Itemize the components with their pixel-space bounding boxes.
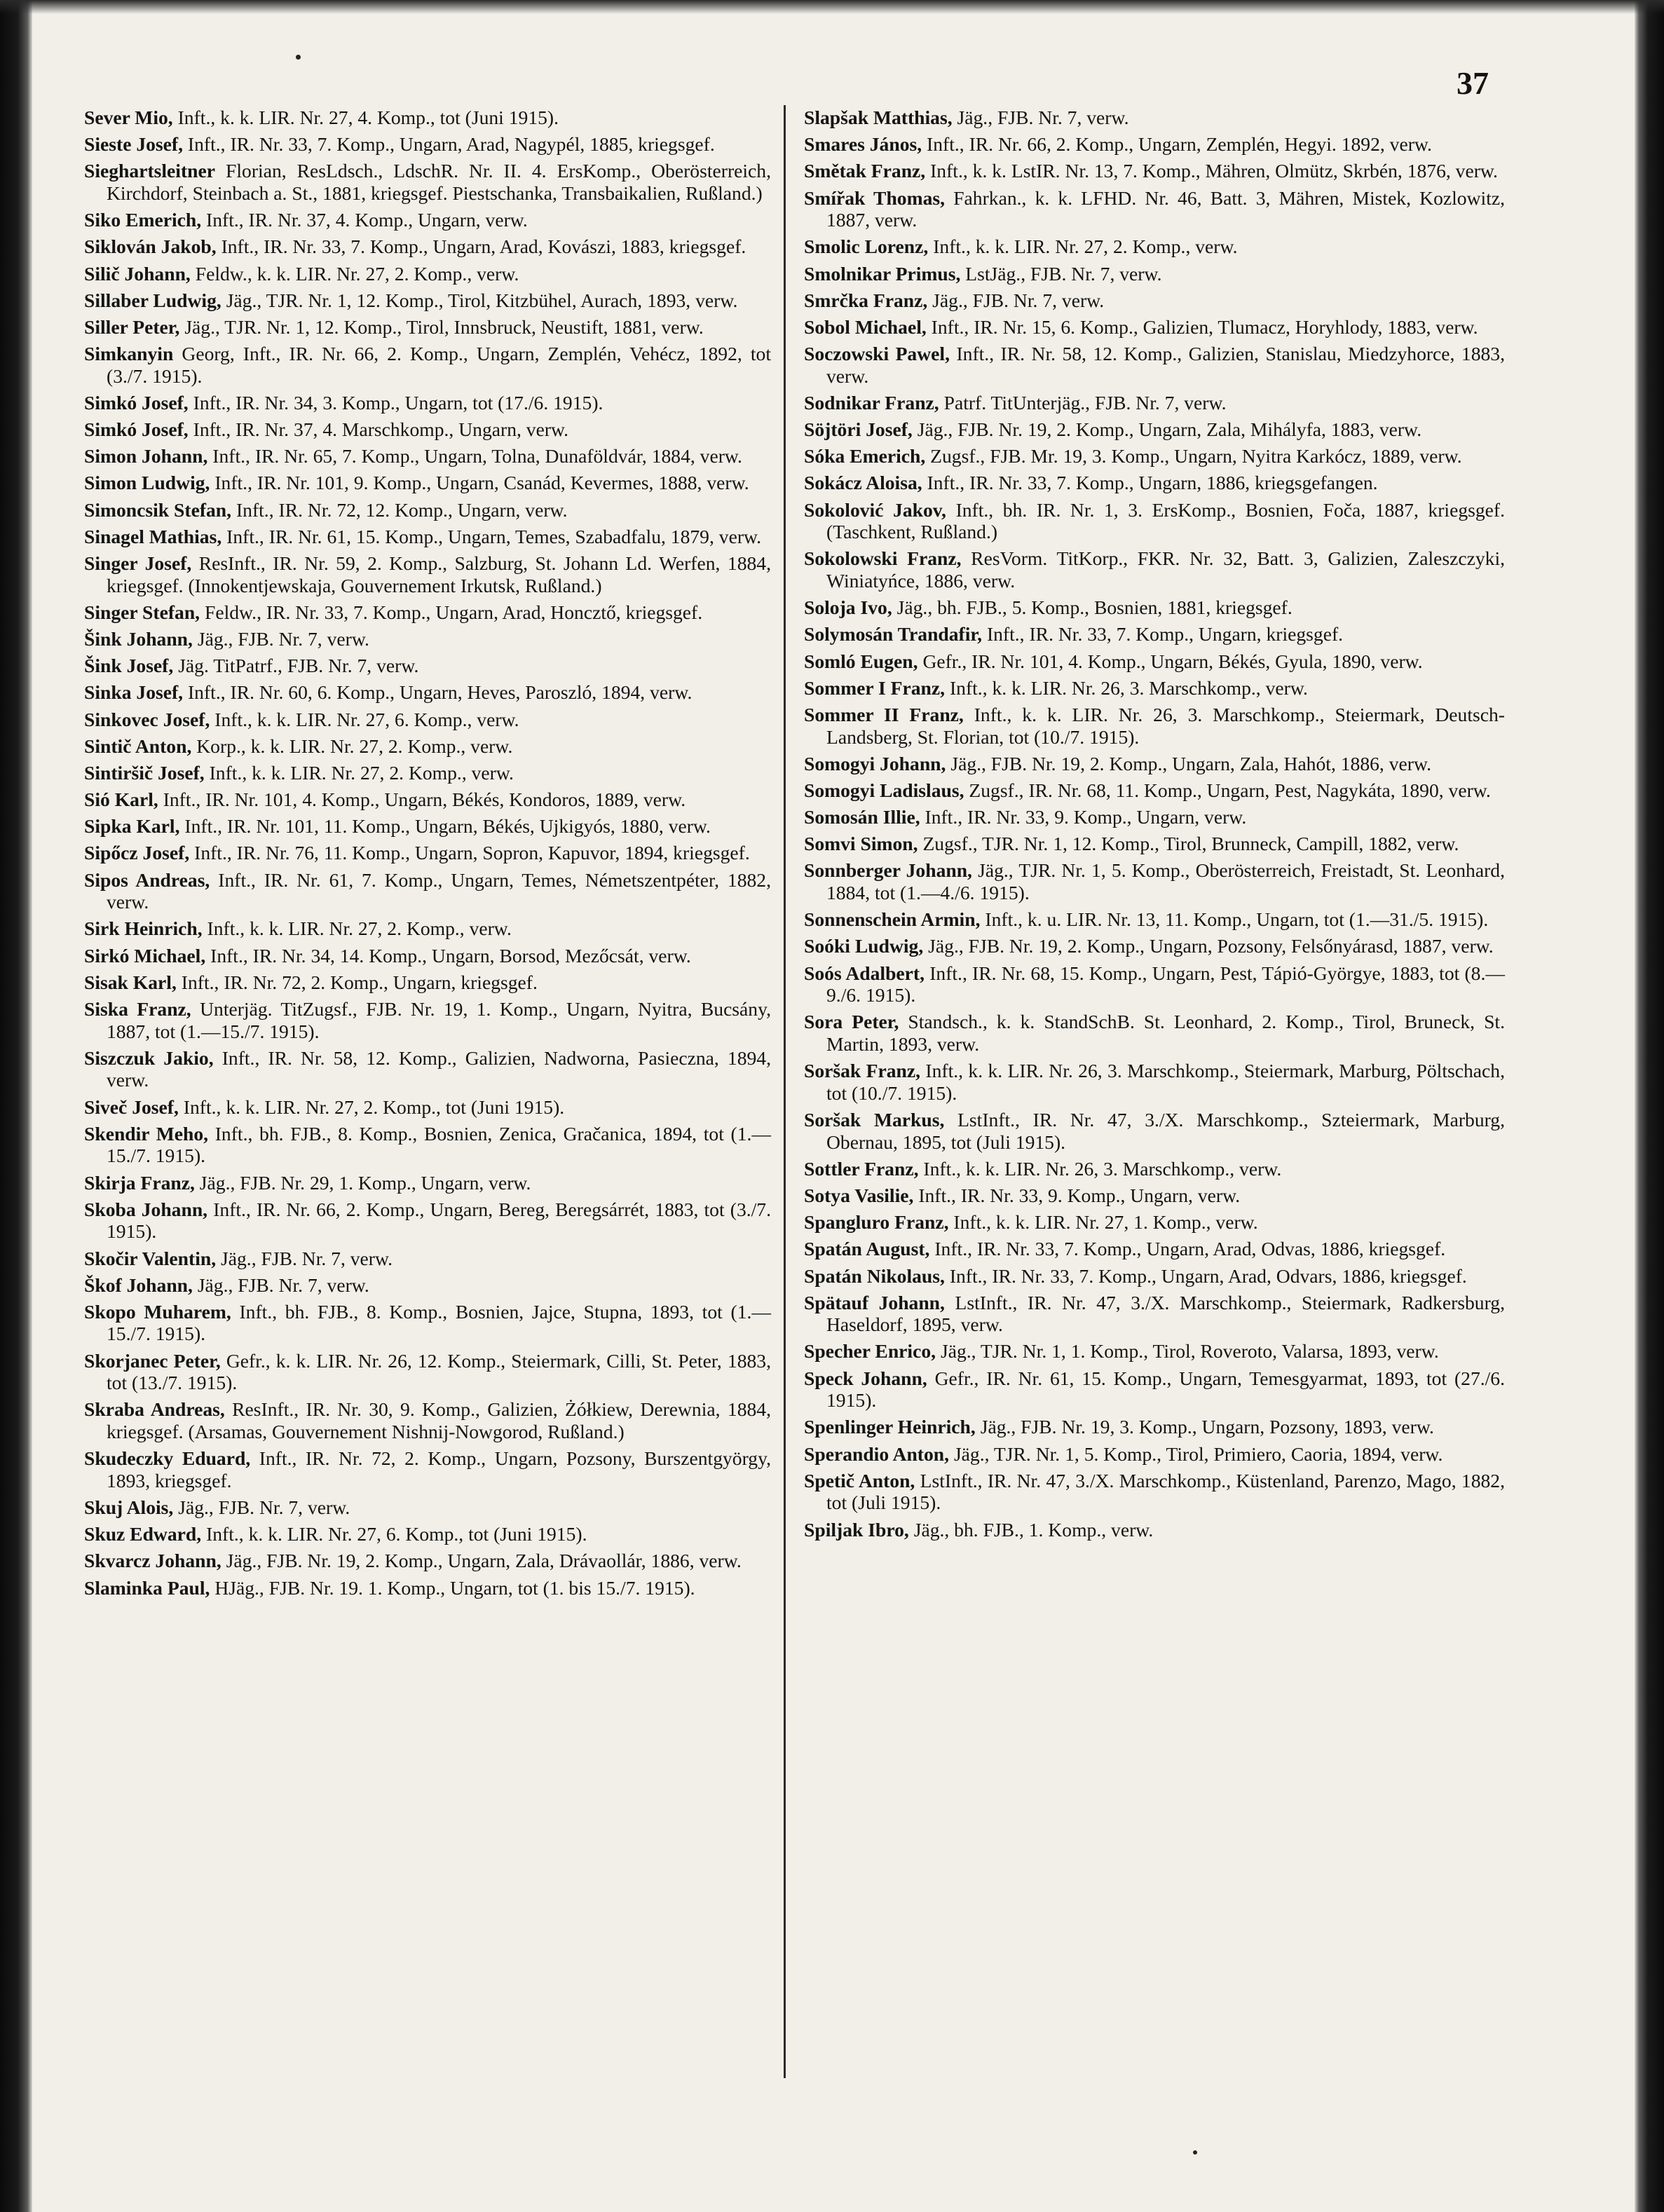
register-entry [804, 445, 1505, 467]
entry-details: Inft., IR. Nr. 37, 4. Marschkomp., Ungarn, verw. [193, 418, 569, 441]
register-entry [804, 107, 1505, 129]
entry-details: Inft., IR. Nr. 33, 7. Komp., Ungarn, Arad, Nagypél, 1885, kriegsgef. [187, 133, 715, 156]
register-entry [804, 1265, 1505, 1288]
scan-shadow-top [0, 0, 1664, 14]
left-column [84, 107, 771, 1604]
entry-details: Unterjäg. TitZugsf., FJB. Nr. 19, 1. Komp., Ungarn, Nyitra, Bucsány, 1887, tot (1.—15./7. 1915). [107, 998, 771, 1042]
register-entry [804, 596, 1505, 619]
entry-name: Spätauf Johann, [804, 1291, 945, 1313]
register-entry [84, 445, 771, 467]
entry-details: Inft., bh. FJB., 8. Komp., Bosnien, Jajce, Stupna, 1893, tot (1.—15./7. 1915). [107, 1300, 771, 1345]
entry-details: Inft., bh. FJB., 8. Komp., Bosnien, Zenica, Gračanica, 1894, tot (1.—15./7. 1915). [107, 1122, 772, 1167]
entry-name: Silič Johann, [84, 262, 191, 285]
entry-name: Somogyi Ladislaus, [804, 779, 964, 801]
entry-details: Inft., k. k. LstIR. Nr. 13, 7. Komp., Mähren, Olmütz, Skrbén, 1876, verw. [930, 160, 1498, 182]
entry-name: Somló Eugen, [804, 650, 918, 672]
register-entry [84, 316, 771, 339]
entry-name: Sintiršič Josef, [84, 761, 205, 784]
entry-details: Inft., k. k. LIR. Nr. 27, 2. Komp., verw. [933, 235, 1238, 258]
entry-details: Inft., IR. Nr. 66, 2. Komp., Ungarn, Bereg, Beregsárrét, 1883, tot (3./7. 1915). [107, 1198, 772, 1243]
register-entry [804, 650, 1505, 673]
entry-name: Simkanyin [84, 343, 174, 365]
register-entry [84, 601, 771, 624]
entry-name: Soóki Ludwig, [804, 935, 924, 957]
register-entry [84, 735, 771, 758]
register-entry [84, 788, 771, 811]
entry-details: Jäg., bh. FJB., 1. Komp., verw. [913, 1518, 1154, 1541]
entry-name: Specher Enrico, [804, 1340, 936, 1363]
entry-details: Inft., k. k. LIR. Nr. 27, 2. Komp., verw. [207, 917, 512, 940]
register-entry [804, 935, 1505, 957]
register-entry [84, 1172, 771, 1194]
register-entry [804, 1211, 1505, 1234]
entry-name: Smětak Franz, [804, 160, 926, 182]
entry-name: Speck Johann, [804, 1367, 927, 1389]
entry-details: Inft., IR. Nr. 34, 3. Komp., Ungarn, tot (17./6. 1915). [193, 391, 603, 414]
entry-name: Šink Josef, [84, 655, 174, 677]
entry-details: Jäg., TJR. Nr. 1, 12. Komp., Tirol, Kitzbühel, Aurach, 1893, verw. [226, 289, 738, 311]
entry-name: Soloja Ivo, [804, 596, 892, 619]
entry-name: Sottler Franz, [804, 1157, 919, 1180]
entry-details: Inft., IR. Nr. 33, 7. Komp., Ungarn, 1886, kriegsgefangen. [927, 472, 1378, 494]
entry-name: Sonnenschein Armin, [804, 908, 981, 931]
register-entry [84, 160, 771, 204]
register-entry [84, 1398, 771, 1442]
entry-name: Siszczuk Jakio, [84, 1046, 214, 1069]
entry-details: Jäg., FJB. Nr. 19, 2. Komp., Ungarn, Zala, Drávaollár, 1886, verw. [226, 1550, 742, 1572]
entry-name: Simkó Josef, [84, 418, 189, 441]
entry-name: Škof Johann, [84, 1274, 193, 1296]
entry-name: Siller Peter, [84, 315, 180, 338]
register-entry [804, 1011, 1505, 1055]
entry-name: Šink Johann, [84, 627, 193, 650]
register-entry [804, 235, 1505, 258]
entry-details: Inft., k. k. LIR. Nr. 27, 1. Komp., verw. [953, 1211, 1258, 1234]
entry-details: Inft., bh. IR. Nr. 1, 3. ErsKomp., Bosnien, Foča, 1887, kriegsgef. (Taschkent, Rußland.) [826, 498, 1505, 543]
register-entry [804, 1158, 1505, 1180]
entry-details: Zugsf., FJB. Mr. 19, 3. Komp., Ungarn, Nyitra Karkócz, 1889, verw. [930, 445, 1462, 467]
entry-name: Skirja Franz, [84, 1171, 195, 1194]
entry-details: Gefr., IR. Nr. 61, 15. Komp., Ungarn, Temesgyarmat, 1893, tot (27./6. 1915). [826, 1367, 1506, 1412]
entry-details: LstInft., IR. Nr. 47, 3./X. Marschkomp., Szteiermark, Marburg, Obernau, 1895, tot (Juli 1915). [826, 1108, 1505, 1153]
entry-name: Soršak Franz, [804, 1060, 921, 1082]
entry-details: Jäg., FJB. Nr. 7, verw. [197, 1274, 369, 1296]
register-entry [804, 1292, 1505, 1336]
register-entry [804, 263, 1505, 285]
register-entry [84, 655, 771, 677]
entry-details: Inft., k. k. LIR. Nr. 26, 3. Marschkomp., verw. [949, 676, 1308, 699]
entry-name: Soršak Markus, [804, 1108, 945, 1131]
register-entry [84, 762, 771, 784]
entry-details: Inft., IR. Nr. 33, 7. Komp., Ungarn, Arad, Odvas, 1886, kriegsgef. [934, 1238, 1446, 1260]
entry-details: Jäg., TJR. Nr. 1, 12. Komp., Tirol, Innsbruck, Neustift, 1881, verw. [184, 315, 704, 338]
register-entry [84, 209, 771, 231]
entry-name: Smolnikar Primus, [804, 262, 961, 285]
register-entry [804, 418, 1505, 441]
entry-details: LstJäg., FJB. Nr. 7, verw. [965, 262, 1162, 285]
entry-name: Slaminka Paul, [84, 1576, 210, 1599]
entry-details: Jäg., TJR. Nr. 1, 5. Komp., Tirol, Primiero, Caoria, 1894, verw. [953, 1442, 1443, 1465]
entry-name: Skopo Muharem, [84, 1300, 231, 1323]
register-entry [804, 343, 1505, 387]
entry-details: Jäg., FJB. Nr. 7, verw. [957, 107, 1129, 128]
entry-name: Sonnberger Johann, [804, 859, 972, 882]
entry-name: Siveč Josef, [84, 1095, 179, 1118]
entry-details: Jäg., FJB. Nr. 19, 2. Komp., Ungarn, Pozsony, Felsőnyárasd, 1887, verw. [928, 935, 1494, 957]
entry-details: Inft., IR. Nr. 60, 6. Komp., Ungarn, Heves, Paroszló, 1894, verw. [187, 681, 693, 704]
register-entry [84, 709, 771, 731]
register-entry [804, 1109, 1505, 1153]
register-entry [84, 815, 771, 838]
entry-details: Inft., IR. Nr. 33, 9. Komp., Ungarn, verw. [918, 1184, 1241, 1206]
entry-name: Singer Stefan, [84, 601, 200, 623]
right-column [804, 107, 1505, 1545]
entry-details: Inft., IR. Nr. 33, 7. Komp., Ungarn, kriegsgef. [986, 623, 1344, 646]
entry-name: Siklován Jakob, [84, 235, 217, 258]
entry-details: Gefr., IR. Nr. 101, 4. Komp., Ungarn, Békés, Gyula, 1890, verw. [922, 650, 1423, 672]
register-entry [804, 160, 1505, 182]
entry-name: Solymosán Trandafir, [804, 623, 983, 646]
entry-details: Inft., IR. Nr. 101, 11. Komp., Ungarn, Békés, Ujkigyós, 1880, verw. [184, 815, 711, 838]
entry-name: Siska Franz, [84, 998, 191, 1020]
entry-details: Inft., IR. Nr. 58, 12. Komp., Galizien, Nadworna, Pasieczna, 1894, verw. [107, 1046, 771, 1091]
entry-details: Inft., k. k. LIR. Nr. 26, 3. Marschkomp., Steiermark, Deutsch-Landsberg, St. Florian, tot (10./7. 1915). [826, 703, 1505, 748]
entry-name: Sever Mio, [84, 107, 173, 128]
register-entry [804, 1470, 1505, 1514]
register-entry [804, 187, 1505, 231]
register-entry [804, 833, 1505, 855]
entry-details: Inft., IR. Nr. 66, 2. Komp., Ungarn, Zemplén, Hegyi. 1892, verw. [927, 133, 1432, 156]
register-entry [84, 1047, 771, 1091]
entry-name: Skvarcz Johann, [84, 1550, 221, 1572]
register-entry [804, 1416, 1505, 1438]
register-entry [804, 499, 1505, 543]
register-entry [804, 962, 1505, 1006]
register-entry [84, 107, 771, 129]
register-entry [804, 1367, 1505, 1412]
entry-details: HJäg., FJB. Nr. 19. 1. Komp., Ungarn, tot (1. bis 15./7. 1915). [214, 1576, 695, 1599]
entry-name: Sirk Heinrich, [84, 917, 203, 940]
entry-details: Feldw., k. k. LIR. Nr. 27, 2. Komp., verw. [195, 262, 519, 285]
register-entry [84, 263, 771, 285]
entry-name: Simon Ludwig, [84, 472, 210, 494]
entry-details: Inft., IR. Nr. 68, 15. Komp., Ungarn, Pest, Tápió-Györgye, 1883, tot (8.—9./6. 1915). [826, 962, 1505, 1006]
register-entry [84, 343, 771, 387]
entry-name: Skudeczky Eduard, [84, 1447, 251, 1470]
entry-details: ResInft., IR. Nr. 59, 2. Komp., Salzburg, St. Johann Ld. Werfen, 1884, kriegsgef. (Innokentjewskaja, Gouvernement Irkutsk, Rußland.) [107, 552, 771, 596]
entry-details: Inft., k. k. LIR. Nr. 26, 3. Marschkomp., Steiermark, Marburg, Pöltschach, tot (10./7. 1915). [826, 1060, 1505, 1104]
register-entry [84, 1248, 771, 1270]
register-entry [84, 945, 771, 967]
register-entry [84, 681, 771, 704]
entry-name: Sokolović Jakov, [804, 498, 946, 521]
register-entry [804, 908, 1505, 931]
entry-name: Simkó Josef, [84, 391, 189, 414]
column-divider [784, 105, 786, 2078]
register-entry [84, 1523, 771, 1545]
register-entry [84, 418, 771, 441]
entry-name: Sinkovec Josef, [84, 708, 210, 730]
register-entry [804, 1340, 1505, 1363]
register-entry [84, 472, 771, 494]
entry-details: Inft., IR. Nr. 65, 7. Komp., Ungarn, Tolna, Dunaföldvár, 1884, verw. [212, 445, 742, 467]
entry-name: Sinagel Mathias, [84, 525, 222, 547]
register-entry [84, 628, 771, 650]
entry-name: Sodnikar Franz, [804, 391, 939, 414]
scan-shadow-right [1635, 0, 1664, 2212]
entry-details: Inft., k. k. LIR. Nr. 27, 6. Komp., tot (Juni 1915). [206, 1523, 587, 1545]
entry-name: Sisak Karl, [84, 971, 177, 993]
register-entry [84, 1199, 771, 1243]
entry-name: Spenlinger Heinrich, [804, 1416, 976, 1438]
register-entry [84, 1577, 771, 1599]
entry-details: LstInft., IR. Nr. 47, 3./X. Marschkomp., Küstenland, Parenzo, Mago, 1882, tot (Juli 1915). [826, 1469, 1505, 1514]
entry-details: ResVorm. TitKorp., FKR. Nr. 32, Batt. 3, Galizien, Zaleszczyki, Winiatyńce, 1886, verw. [826, 547, 1506, 592]
entry-details: Inft., k. k. LIR. Nr. 27, 4. Komp., tot (Juni 1915). [177, 107, 559, 128]
entry-name: Simoncsik Stefan, [84, 498, 232, 521]
entry-name: Spatán August, [804, 1238, 930, 1260]
entry-details: Inft., IR. Nr. 58, 12. Komp., Galizien, Stanislau, Miedzyhorce, 1883, verw. [826, 343, 1506, 387]
entry-name: Skočir Valentin, [84, 1247, 217, 1269]
register-entry [84, 499, 771, 521]
entry-details: Jäg., TJR. Nr. 1, 5. Komp., Oberösterreich, Freistadt, St. Leonhard, 1884, tot (1.—4./6. 1915). [826, 859, 1505, 904]
entry-details: Inft., IR. Nr. 33, 7. Komp., Ungarn, Arad, Kovászi, 1883, kriegsgef. [221, 235, 746, 258]
entry-name: Sieghartsleitner [84, 160, 215, 182]
entry-name: Sora Peter, [804, 1011, 899, 1033]
register-entry [804, 806, 1505, 828]
register-entry [804, 392, 1505, 414]
register-entry [804, 289, 1505, 312]
entry-details: Inft., k. k. LIR. Nr. 27, 2. Komp., verw. [209, 761, 514, 784]
entry-details: ResInft., IR. Nr. 30, 9. Komp., Galizien, Żółkiew, Derewnia, 1884, kriegsgef. (Arsamas, Gouvernement Nishnij-Nowgorod, Rußland.) [107, 1398, 771, 1443]
register-entry [84, 1447, 771, 1491]
register-entry [84, 1496, 771, 1519]
register-entry [804, 316, 1505, 339]
entry-details: Inft., IR. Nr. 76, 11. Komp., Ungarn, Sopron, Kapuvor, 1894, kriegsgef. [194, 842, 750, 864]
entry-details: Zugsf., IR. Nr. 68, 11. Komp., Ungarn, Pest, Nagykáta, 1890, verw. [969, 779, 1491, 801]
register-entry [84, 1274, 771, 1297]
entry-details: Jäg. TitPatrf., FJB. Nr. 7, verw. [178, 655, 419, 677]
entry-details: Inft., IR. Nr. 101, 9. Komp., Ungarn, Csanád, Kevermes, 1888, verw. [214, 472, 749, 494]
register-entry [84, 917, 771, 940]
entry-name: Smířak Thomas, [804, 186, 946, 209]
entry-name: Slapšak Matthias, [804, 107, 953, 128]
entry-details: Jäg., FJB. Nr. 29, 1. Komp., Ungarn, verw. [199, 1171, 531, 1194]
entry-details: Standsch., k. k. StandSchB. St. Leonhard, 2. Komp., Tirol, Bruneck, St. Martin, 1893, verw. [826, 1011, 1505, 1055]
entry-name: Sipőcz Josef, [84, 842, 190, 864]
register-entry [84, 1301, 771, 1345]
entry-details: Korp., k. k. LIR. Nr. 27, 2. Komp., verw. [196, 735, 513, 757]
entry-details: Inft., IR. Nr. 61, 15. Komp., Ungarn, Temes, Szabadfalu, 1879, verw. [226, 525, 762, 547]
register-entry [84, 1350, 771, 1394]
entry-name: Sobol Michael, [804, 315, 927, 338]
entry-name: Singer Josef, [84, 552, 192, 574]
register-entry [804, 1519, 1505, 1541]
entry-name: Sintič Anton, [84, 735, 192, 757]
entry-name: Skorjanec Peter, [84, 1349, 221, 1372]
register-entry [804, 859, 1505, 903]
entry-name: Soczowski Pawel, [804, 343, 950, 365]
entry-name: Skuz Edward, [84, 1523, 202, 1545]
entry-details: Inft., IR. Nr. 101, 4. Komp., Ungarn, Békés, Kondoros, 1889, verw. [163, 788, 686, 811]
entry-name: Sokácz Aloisa, [804, 472, 922, 494]
register-entry [804, 1184, 1505, 1207]
entry-details: Zugsf., TJR. Nr. 1, 12. Komp., Tirol, Brunneck, Campill, 1882, verw. [922, 833, 1459, 855]
register-entry [84, 1096, 771, 1119]
register-entry [804, 1238, 1505, 1260]
entry-details: Feldw., IR. Nr. 33, 7. Komp., Ungarn, Arad, Honcztő, kriegsgef. [204, 601, 703, 623]
entry-details: Inft., IR. Nr. 33, 7. Komp., Ungarn, Arad, Odvars, 1886, kriegsgef. [949, 1264, 1467, 1287]
entry-details: LstInft., IR. Nr. 47, 3./X. Marschkomp., Steiermark, Radkersburg, Haseldorf, 1895, verw. [826, 1291, 1505, 1336]
entry-details: Inft., IR. Nr. 37, 4. Komp., Ungarn, verw. [206, 209, 528, 231]
entry-details: Inft., IR. Nr. 15, 6. Komp., Galizien, Tlumacz, Horyhlody, 1883, verw. [931, 315, 1478, 338]
entry-details: Patrf. TitUnterjäg., FJB. Nr. 7, verw. [943, 391, 1227, 414]
entry-details: Gefr., k. k. LIR. Nr. 26, 12. Komp., Steiermark, Cilli, St. Peter, 1883, tot (13./7. 1915). [107, 1349, 771, 1394]
entry-name: Sommer II Franz, [804, 703, 964, 725]
register-entry [804, 704, 1505, 748]
entry-name: Sipos Andreas, [84, 868, 210, 891]
entry-details: Inft., IR. Nr. 33, 9. Komp., Ungarn, verw. [925, 806, 1247, 828]
scan-speck [1193, 2150, 1197, 2155]
entry-name: Somosán Illie, [804, 806, 920, 828]
scan-speck [296, 55, 301, 60]
entry-name: Sóka Emerich, [804, 445, 926, 467]
entry-name: Sió Karl, [84, 788, 158, 811]
entry-name: Skoba Johann, [84, 1198, 208, 1220]
entry-name: Sotya Vasilie, [804, 1184, 914, 1206]
entry-details: Inft., k. u. LIR. Nr. 13, 11. Komp., Ungarn, tot (1.—31./5. 1915). [985, 908, 1489, 931]
entry-details: Inft., IR. Nr. 72, 12. Komp., Ungarn, verw. [236, 498, 568, 521]
entry-details: Jäg., FJB. Nr. 7, verw. [178, 1496, 350, 1518]
entry-name: Spatán Nikolaus, [804, 1264, 945, 1287]
entry-details: Georg, Inft., IR. Nr. 66, 2. Komp., Ungarn, Zemplén, Vehécz, 1892, tot (3./7. 1915). [107, 343, 771, 387]
entry-name: Sperandio Anton, [804, 1442, 950, 1465]
entry-name: Spetič Anton, [804, 1469, 915, 1491]
entry-name: Simon Johann, [84, 445, 208, 467]
register-entry [804, 547, 1505, 592]
register-entry [804, 472, 1505, 494]
entry-details: Inft., k. k. LIR. Nr. 26, 3. Marschkomp., verw. [923, 1157, 1282, 1180]
entry-name: Somogyi Johann, [804, 752, 946, 774]
register-entry [804, 1443, 1505, 1466]
register-entry [804, 677, 1505, 699]
entry-details: Inft., IR. Nr. 72, 2. Komp., Ungarn, Pozsony, Burszentgyörgy, 1893, kriegsgef. [107, 1447, 771, 1491]
entry-name: Skuj Alois, [84, 1496, 174, 1518]
entry-name: Skendir Meho, [84, 1122, 209, 1145]
register-entry [84, 1550, 771, 1572]
entry-details: Inft., IR. Nr. 34, 14. Komp., Ungarn, Borsod, Mezőcsát, verw. [210, 944, 691, 967]
register-entry [804, 623, 1505, 646]
register-entry [84, 133, 771, 156]
register-entry [84, 392, 771, 414]
register-entry [84, 552, 771, 596]
entry-details: Jäg., bh. FJB., 5. Komp., Bosnien, 1881, kriegsgef. [896, 596, 1293, 619]
entry-name: Spiljak Ibro, [804, 1518, 909, 1541]
scan-shadow-left [0, 0, 32, 2212]
entry-name: Skraba Andreas, [84, 1398, 225, 1421]
entry-details: Jäg., FJB. Nr. 7, verw. [932, 289, 1105, 311]
page-number: 37 [1457, 65, 1489, 101]
entry-name: Sipka Karl, [84, 815, 180, 838]
entry-name: Spangluro Franz, [804, 1211, 949, 1234]
entry-details: Jäg., TJR. Nr. 1, 1. Komp., Tirol, Roveroto, Valarsa, 1893, verw. [940, 1340, 1439, 1363]
entry-details: Jäg., FJB. Nr. 19, 3. Komp., Ungarn, Pozsony, 1893, verw. [980, 1416, 1434, 1438]
entry-name: Smares János, [804, 133, 922, 156]
entry-name: Smolic Lorenz, [804, 235, 929, 258]
register-entry [84, 971, 771, 994]
register-entry [84, 1123, 771, 1167]
entry-details: Jäg., FJB. Nr. 19, 2. Komp., Ungarn, Zala, Hahót, 1886, verw. [950, 752, 1431, 774]
register-entry [84, 235, 771, 258]
entry-name: Sirkó Michael, [84, 944, 206, 967]
entry-details: Jäg., FJB. Nr. 7, verw. [221, 1247, 393, 1269]
register-entry [804, 133, 1505, 156]
entry-details: Inft., IR. Nr. 61, 7. Komp., Ungarn, Temes, Németszentpéter, 1882, verw. [107, 868, 771, 913]
entry-name: Sokolowski Franz, [804, 547, 962, 570]
register-entry [804, 1060, 1505, 1104]
register-entry [804, 753, 1505, 775]
entry-name: Sieste Josef, [84, 133, 184, 156]
entry-details: Jäg., FJB. Nr. 7, verw. [197, 627, 369, 650]
entry-name: Söjtöri Josef, [804, 418, 913, 441]
entry-details: Fahrkan., k. k. LFHD. Nr. 46, Batt. 3, Mähren, Mistek, Kozlowitz, 1887, verw. [826, 186, 1506, 231]
register-entry [804, 779, 1505, 802]
entry-name: Siko Emerich, [84, 209, 202, 231]
entry-details: Jäg., FJB. Nr. 19, 2. Komp., Ungarn, Zala, Mihályfa, 1883, verw. [917, 418, 1422, 441]
register-entry [84, 526, 771, 548]
entry-details: Florian, ResLdsch., LdschR. Nr. II. 4. ErsKomp., Oberösterreich, Kirchdorf, Steinbach a. St., 1881, kriegsgef. Piestschanka, Transbaikalien, Rußland.) [107, 160, 771, 204]
register-entry [84, 998, 771, 1042]
entry-name: Somvi Simon, [804, 833, 918, 855]
entry-details: Inft., IR. Nr. 72, 2. Komp., Ungarn, kriegsgef. [181, 971, 538, 993]
entry-name: Sommer I Franz, [804, 676, 946, 699]
entry-name: Soós Adalbert, [804, 962, 925, 984]
register-entry [84, 869, 771, 913]
register-entry [84, 842, 771, 864]
register-entry [84, 289, 771, 312]
entry-details: Inft., k. k. LIR. Nr. 27, 6. Komp., verw. [214, 708, 519, 730]
entry-name: Sillaber Ludwig, [84, 289, 221, 311]
entry-name: Sinka Josef, [84, 681, 184, 704]
entry-name: Smrčka Franz, [804, 289, 928, 311]
entry-details: Inft., k. k. LIR. Nr. 27, 2. Komp., tot (Juni 1915). [183, 1095, 565, 1118]
